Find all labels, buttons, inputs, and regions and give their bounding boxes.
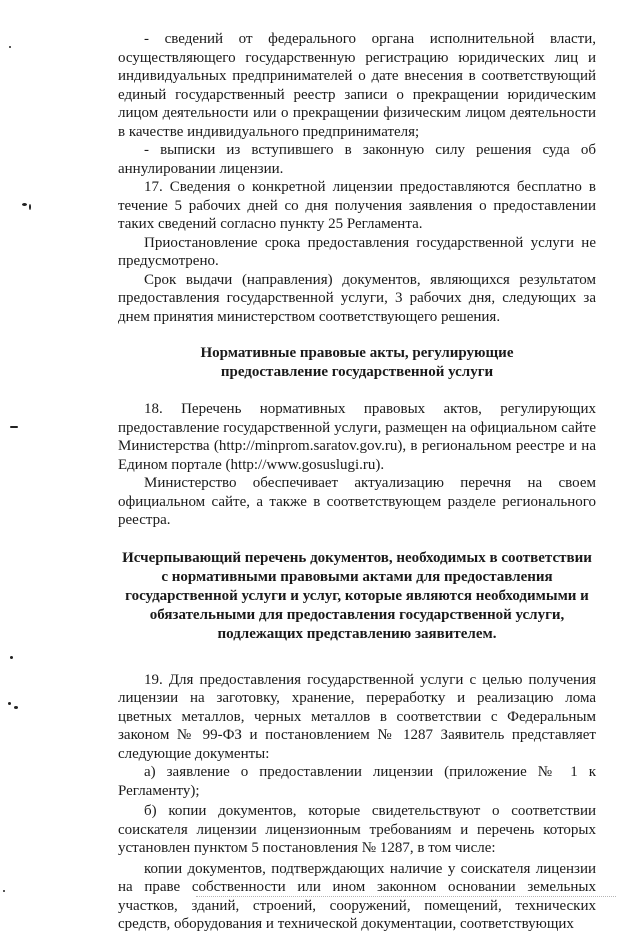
paragraph-federal-registry-info: - сведений от федерального органа исполнительной власти, осуществляющего государственную регистрацию юридических лиц и индивидуальных предпринимателей о дате внесения в соответствующий единый государственный реестр записи о прекращении юридическим лицом деятельности или о прекращении физическим лицом деятельности в качестве индивидуального предпринимателя; [118, 31, 596, 140]
document-body [118, 30, 596, 934]
heading-documents-list: Исчерпывающий перечень документов, необходимых в соответствии с нормативными правовыми актами для предоставления государственной услуги и услуг, которые являются необходимыми и обязательными для предоставления государственной услуги, подлежащих представлению заявителем. [122, 549, 592, 642]
paragraph-court-decision-extract: - выписки из вступившего в законную силу решения суда об аннулировании лицензии. [118, 142, 596, 177]
scan-speck [29, 204, 31, 210]
scan-speck [10, 656, 13, 659]
paragraph-19-documents: 19. Для предоставления государственной услуги с целью получения лицензии на заготовку, хранение, переработку и реализацию лома цветных металлов, черных металлов в соответствии с Федеральным законом № 99-ФЗ и постановлением № 1287 Заявитель представляет следующие документы: [118, 671, 596, 762]
scan-speck [22, 203, 27, 206]
scan-margin-marks [0, 0, 60, 905]
scan-speck [3, 890, 5, 892]
paragraph-19b-copies: б) копии документов, которые свидетельствуют о соответствии соискателя лицензии лицензионным требованиям и перечень которых установлен пунктом 5 постановления № 1287, в том числе: [118, 803, 596, 856]
scan-speck [10, 426, 18, 428]
paragraph-ministry-update: Министерство обеспечивает актуализацию перечня на своем официальном сайте, а также в соответствующем разделе регионального реестра. [118, 475, 596, 528]
paragraph-issue-term: Срок выдачи (направления) документов, являющихся результатом предоставления государственной услуги, 3 рабочих дня, следующих за днем принятия министерством соответствующего решения. [118, 271, 596, 325]
paragraph-19a-application: а) заявление о предоставлении лицензии (приложение № 1 к Регламенту); [118, 764, 596, 799]
paragraph-copies-ownership: копии документов, подтверждающих наличие у соискателя лицензии на праве собственности или ином законном основании земельных участков, зданий, строений, сооружений, помещений, технических средств, оборудования и технической документации, соответствующих [118, 860, 596, 932]
scan-speck [8, 702, 11, 705]
paragraph-suspension: Приостановление срока предоставления государственной услуги не предусмотрено. [118, 234, 596, 269]
heading-normative-acts: Нормативные правовые акты, регулирующие предоставление государственной услуги [200, 345, 514, 380]
scan-speck [14, 706, 18, 709]
paragraph-17-license-info: 17. Сведения о конкретной лицензии предоставляются бесплатно в течение 5 рабочих дней со дня получения заявления о предоставлении таких сведений согласно пункту 25 Регламента. [118, 179, 596, 232]
scan-bottom-edge [196, 896, 616, 897]
paragraph-18-normative-list: 18. Перечень нормативных правовых актов, регулирующих предоставление государственной услуги, размещен на официальном сайте Министерства (http://minprom.saratov.gov.ru), в региональном реестре и на Едином портале (http://www.gosuslugi.ru). [118, 401, 596, 473]
scan-speck [9, 46, 11, 48]
